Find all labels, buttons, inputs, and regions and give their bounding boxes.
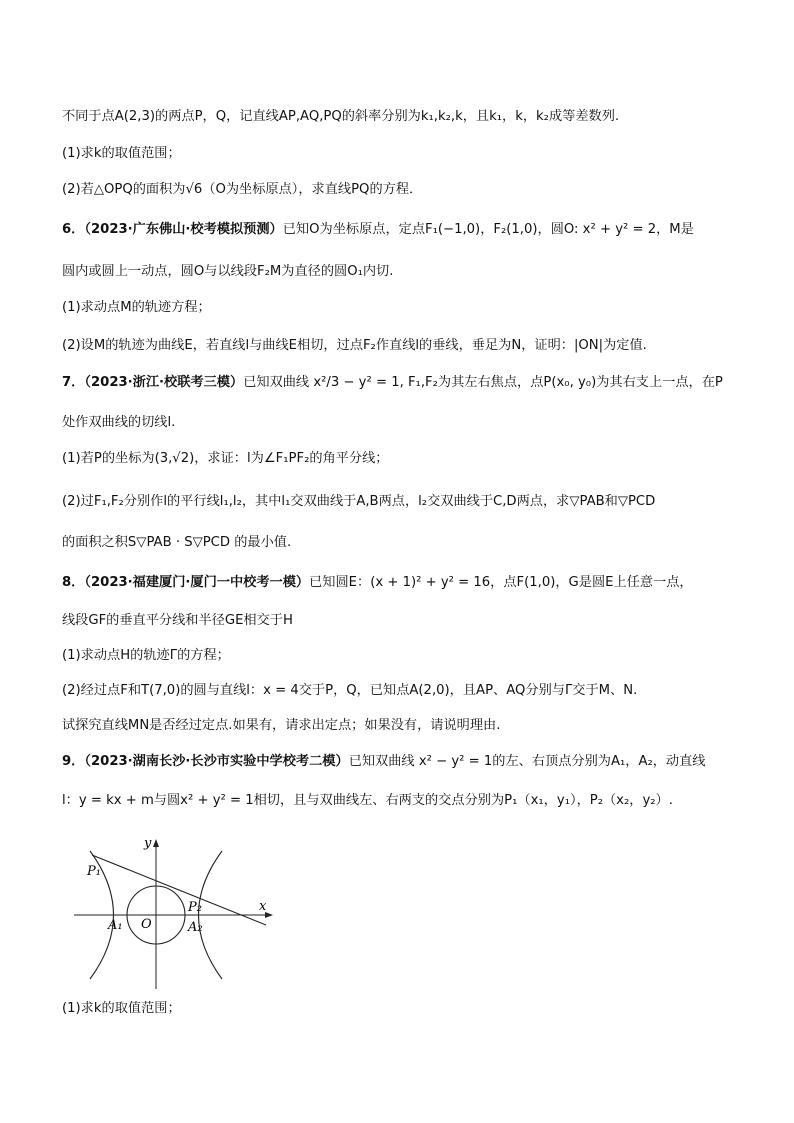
hyperbola-figure bbox=[70, 835, 280, 995]
question-6-line-1 bbox=[62, 221, 744, 239]
question-6-line-2: 圆内或圆上一动点，圆O与以线段F₂M为直径的圆O₁内切. bbox=[62, 264, 394, 279]
question-9-line-1 bbox=[62, 753, 744, 771]
question-7-part2-cont: 的面积之积S▽PAB · S▽PCD 的最小值. bbox=[62, 535, 292, 550]
question-8-part2-cont: 试探究直线MN是否经过定点.如果有，请求出定点；如果没有，请说明理由. bbox=[62, 718, 501, 733]
p2-label: P₂ bbox=[188, 900, 202, 915]
question-8-line-1 bbox=[62, 574, 744, 592]
line-q5-part1: (1)求k的取值范围； bbox=[62, 146, 181, 161]
question-source: （2023·浙江·校联考三模） bbox=[84, 375, 244, 390]
question-number: 7． bbox=[62, 375, 85, 390]
question-7-line-2: 处作双曲线的切线l. bbox=[62, 415, 176, 430]
question-9-line-2: l：y = kx + m与圆x² + y² = 1相切，且与双曲线左、右两支的交点分别为P₁（x₁，y₁），P₂（x₂，y₂）. bbox=[62, 793, 673, 808]
line-q5-part2: (2)若△OPQ的面积为√6（O为坐标原点），求直线PQ的方程． bbox=[62, 182, 423, 197]
y-axis-label: y bbox=[144, 836, 152, 851]
question-source: （2023·湖南长沙·长沙市实验中学校考二模） bbox=[84, 754, 349, 769]
question-8-part1: (1)求动点H的轨迹Γ的方程； bbox=[62, 648, 230, 663]
question-7-part1: (1)若P的坐标为(3,√2)，求证：l为∠F₁PF₂的角平分线； bbox=[62, 451, 389, 466]
question-7-line-1 bbox=[62, 374, 744, 392]
question-text: 已知圆E：(x + 1)² + y² = 16，点F(1,0)，G是圆E上任意一点， bbox=[309, 575, 693, 590]
question-8-line-2: 线段GF的垂直平分线和半径GE相交于H bbox=[62, 613, 293, 628]
line-q5-intro: 不同于点A(2,3)的两点P，Q，记直线AP,AQ,PQ的斜率分别为k₁,k₂,k，且k₁，k，k₂成等差数列. bbox=[62, 109, 620, 124]
question-7-part2: (2)过F₁,F₂分别作l的平行线l₁,l₂，其中l₁交双曲线于A,B两点，l₂交双曲线于C,D两点，求▽PAB和▽PCD bbox=[62, 494, 656, 509]
question-6-part1: (1)求动点M的轨迹方程； bbox=[62, 300, 211, 315]
question-number: 9． bbox=[62, 754, 85, 769]
question-6-part2: (2)设M的轨迹为曲线E，若直线l与曲线E相切，过点F₂作直线l的垂线，垂足为N，证明：|ON|为定值. bbox=[62, 338, 647, 353]
question-8-part2: (2)经过点F和T(7,0)的圆与直线l：x = 4交于P，Q，已知点A(2,0)，且AP、AQ分别与Γ交于M、N. bbox=[62, 683, 638, 698]
origin-label: O bbox=[141, 917, 152, 932]
question-9-part1: (1)求k的取值范围； bbox=[62, 1001, 181, 1016]
y-axis-arrow bbox=[153, 839, 159, 847]
question-number: 6． bbox=[62, 222, 85, 237]
x-axis-label: x bbox=[259, 899, 267, 914]
question-number: 8． bbox=[62, 575, 85, 590]
question-source: （2023·福建厦门·厦门一中校考一模） bbox=[84, 575, 310, 590]
p1-label: P₁ bbox=[87, 864, 101, 879]
question-text: 已知双曲线 x²/3 − y² = 1, F₁,F₂为其左右焦点，点P(x₀, y₀)为其右支上一点，在P bbox=[243, 375, 723, 390]
question-source: （2023·广东佛山·校考模拟预测） bbox=[84, 222, 283, 237]
question-text: 已知O为坐标原点，定点F₁(−1,0)，F₂(1,0)，圆O: x² + y² = 2，M是 bbox=[282, 222, 694, 237]
a1-label: A₁ bbox=[108, 918, 123, 933]
a2-label: A₂ bbox=[188, 920, 203, 935]
question-text: 已知双曲线 x² − y² = 1的左、右顶点分别为A₁，A₂，动直线 bbox=[348, 754, 706, 769]
